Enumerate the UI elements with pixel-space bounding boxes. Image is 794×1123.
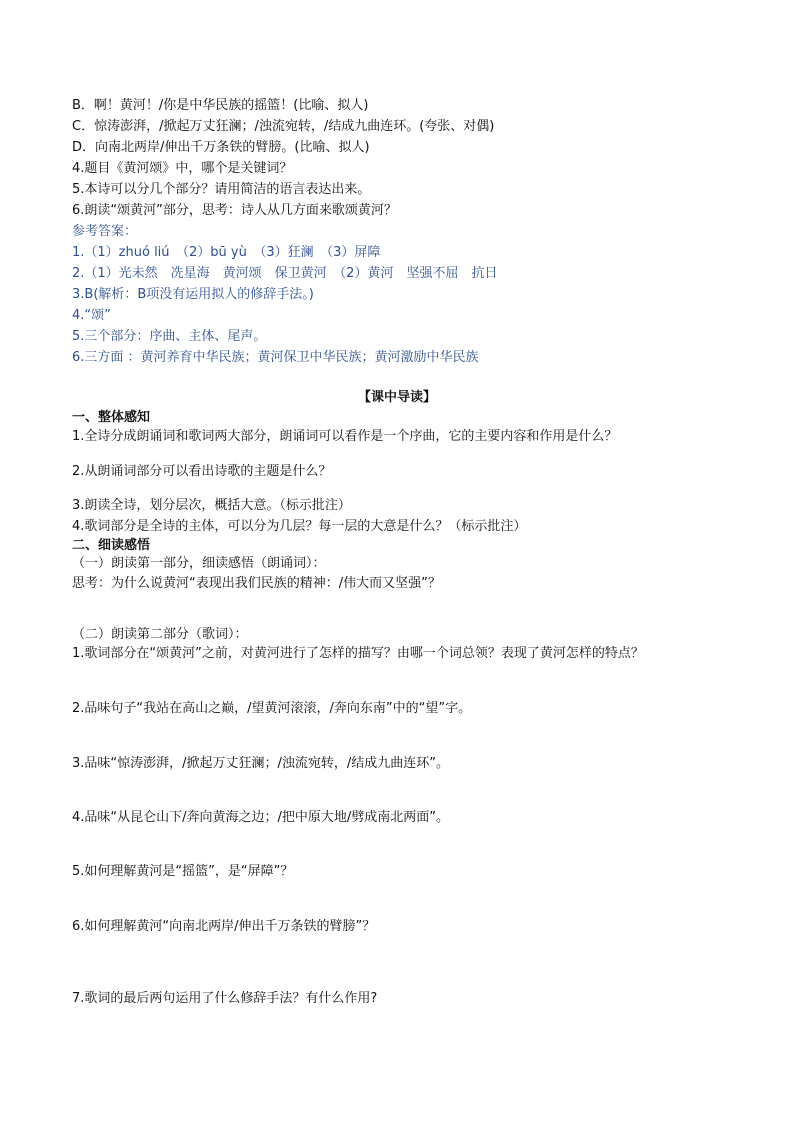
reading-q6: 6.如何理解黄河“向南北两岸/伸出千万条铁的臂膀”？ bbox=[72, 919, 376, 934]
heading-overall: 一、整体感知 bbox=[72, 410, 151, 425]
answer-2: 2.（1）光未然 冼星海 黄河颂 保卫黄河 （2）黄河 坚强不屈 抗日 bbox=[72, 266, 498, 281]
option-c: C．惊涛澎湃，/掀起万丈狂澜；/浊流宛转，/结成九曲连环。(夸张、对偶) bbox=[72, 119, 495, 134]
subsection-1-question: 思考：为什么说黄河“表现出我们民族的精神：/伟大而又坚强”？ bbox=[72, 576, 441, 591]
overall-q4: 4.歌词部分是全诗的主体，可以分为几层？每一层的大意是什么？（标示批注） bbox=[72, 519, 527, 534]
reading-q5: 5.如何理解黄河是“摇篮”，是“屏障”？ bbox=[72, 864, 294, 879]
overall-q2: 2.从朗诵词部分可以看出诗歌的主题是什么？ bbox=[72, 464, 332, 479]
option-b: B．啊！黄河！/你是中华民族的摇篮！(比喻、拟人) bbox=[72, 98, 369, 113]
question-5: 5.本诗可以分几个部分？请用简洁的语言表达出来。 bbox=[72, 182, 371, 197]
reading-q7: 7.歌词的最后两句运用了什么修辞手法？有什么作用? bbox=[72, 991, 378, 1006]
subsection-2: （二）朗读第二部分（歌词）： bbox=[72, 627, 248, 642]
question-6: 6.朗读“颂黄河”部分，思考：诗人从几方面来歌颂黄河？ bbox=[72, 203, 397, 218]
answer-5: 5.三个部分：序曲、主体、尾声。 bbox=[72, 329, 267, 344]
reading-q4: 4.品味“从昆仑山下/奔向黄海之边；/把中原大地/劈成南北两面”。 bbox=[72, 810, 450, 825]
heading-close-reading: 二、细读感悟 bbox=[72, 538, 151, 553]
overall-q1: 1.全诗分成朗诵词和歌词两大部分，朗诵词可以看作是一个序曲，它的主要内容和作用是什么？ bbox=[72, 429, 618, 444]
answer-6: 6.三方面 ：黄河养育中华民族；黄河保卫中华民族；黄河激励中华民族 bbox=[72, 350, 479, 365]
reading-q3: 3.品味“惊涛澎湃，/掀起万丈狂澜；/浊流宛转，/结成九曲连环”。 bbox=[72, 756, 450, 771]
option-d: D．向南北两岸/伸出千万条铁的臂膀。(比喻、拟人) bbox=[72, 140, 370, 155]
answer-1: 1.（1）zhuó liú （2）bū yù （3）狂澜 （3）屏障 bbox=[72, 245, 381, 260]
answer-4: 4.“颂” bbox=[72, 308, 111, 323]
reading-q2: 2.品味句子“我站在高山之巅，/望黄河滚滚，/奔向东南”中的“望”字。 bbox=[72, 701, 472, 716]
overall-q3: 3.朗读全诗，划分层次，概括大意。（标示批注） bbox=[72, 498, 351, 513]
answer-3: 3.B(解析：B项没有运用拟人的修辞手法。) bbox=[72, 287, 314, 302]
reading-q1: 1.歌词部分在“颂黄河”之前，对黄河进行了怎样的描写？由哪一个词总领？表现了黄河怎样的特点？ bbox=[72, 646, 644, 661]
subsection-1: （一）朗读第一部分，细读感悟（朗诵词）： bbox=[72, 556, 326, 571]
question-4: 4.题目《黄河颂》中，哪个是关键词？ bbox=[72, 161, 293, 176]
section-title: 【课中导读】 bbox=[357, 390, 436, 405]
reference-answer-heading: 参考答案： bbox=[72, 224, 138, 239]
